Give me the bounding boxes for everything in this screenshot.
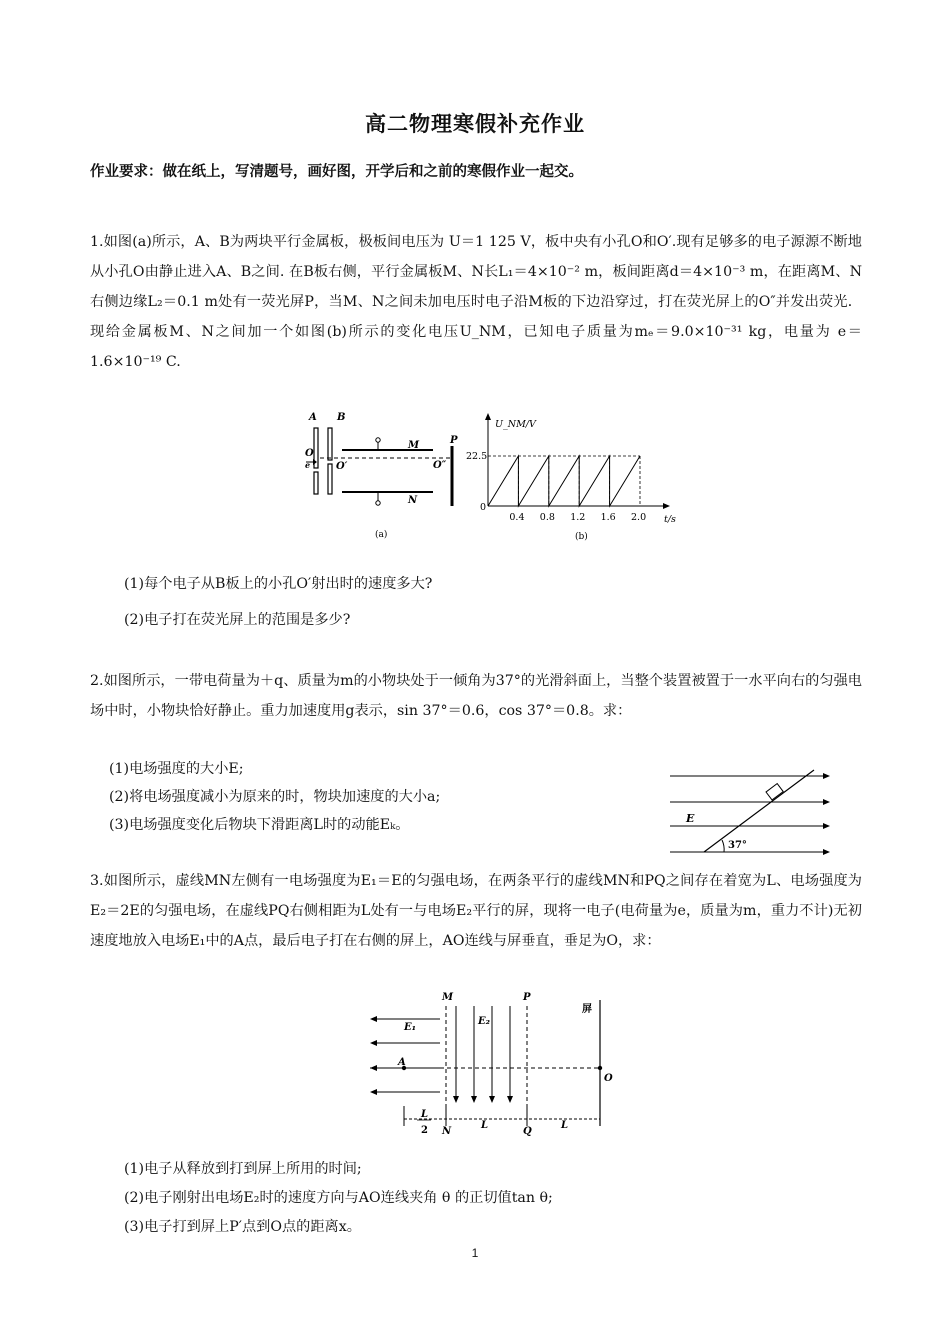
- svg-text:N: N: [408, 495, 418, 506]
- q2-sub3: (3)电场强度变化后物块下滑距离L时的动能Eₖ。: [109, 817, 410, 833]
- figure-2-incline: [668, 762, 838, 862]
- x-tick-label: 1.6: [600, 512, 616, 523]
- svg-text:O: O: [305, 448, 314, 459]
- q2-sub1: (1)电场强度的大小E;: [109, 761, 244, 777]
- svg-text:B: B: [337, 412, 346, 423]
- svg-text:E₁: E₁: [404, 1022, 417, 1033]
- point-o: [598, 1066, 602, 1070]
- q1-sub1: (1)每个电子从B板上的小孔O′射出时的速度多大?: [124, 576, 433, 592]
- svg-text:L: L: [561, 1120, 569, 1131]
- incline: [704, 770, 814, 852]
- plate-b-lower: [328, 464, 332, 494]
- page-number: 1: [471, 1246, 479, 1260]
- question-2-text: 2.如图所示，一带电荷量为＋q、质量为m的小物块处于一倾角为37°的光滑斜面上，当整个装置被置于一水平向右的匀强电场中时，小物块恰好静止。重力加速度用g表示，sin 37°＝0.6，cos 37°＝0.8。求：: [90, 673, 862, 719]
- svg-text:P: P: [450, 435, 458, 446]
- svg-text:屏: 屏: [582, 1004, 592, 1015]
- x-tick-label: 1.2: [570, 512, 586, 523]
- svg-text:L: L: [481, 1120, 489, 1131]
- svg-text:N: N: [442, 1126, 452, 1137]
- block: [766, 784, 783, 800]
- q3-sub2: (2)电子刚射出电场E₂时的速度方向与AO连线夹角 θ 的正切值tan θ;: [124, 1190, 553, 1206]
- svg-text:A: A: [398, 1057, 406, 1068]
- plate-b: [328, 428, 332, 460]
- q1-sub2: (2)电子打在荧光屏上的范围是多少?: [124, 612, 351, 628]
- svg-text:P: P: [523, 992, 531, 1003]
- svg-text:37°: 37°: [728, 840, 747, 851]
- figure-1a: [300, 406, 470, 546]
- homework-requirement: 作业要求：做在纸上，写清题号，画好图，开学后和之前的寒假作业一起交。: [90, 164, 583, 180]
- y-tick-label: 22.5: [466, 451, 488, 462]
- figure-1b-chart: [466, 410, 690, 546]
- svg-text:M: M: [408, 440, 420, 451]
- q2-sub2: (2)将电场强度减小为原来的时，物块加速度的大小a;: [109, 789, 441, 805]
- question-1-text: 1.如图(a)所示，A、B为两块平行金属板，极板间电压为 U＝1 125 V，板中央有小孔O和O′.现有足够多的电子源源不断地从小孔O由静止进入A、B之间. 在B板右侧，平行金属板M、N长L₁＝4×10⁻² m，板间距离d＝4×10⁻³ m，在距离M、N右侧边缘L₂＝0.1 m处有一荧光屏P，当M、N之间未加电压时电子沿M板的下边沿穿过，打在荧光屏上的O″并发出荧光．现给金属板M、N之间加一个如图(b)所示的变化电压U_NM，已知电子质量为mₑ＝9.0×10⁻³¹ kg，电量为 e＝1.6×10⁻¹⁹ C.: [90, 234, 862, 370]
- origin-label: 0: [480, 502, 487, 513]
- y-axis-label: U_NM/V: [495, 419, 536, 430]
- svg-text:O″: O″: [433, 460, 447, 471]
- svg-text:O′: O′: [336, 461, 348, 472]
- svg-text:E: E: [686, 812, 695, 825]
- svg-text:O: O: [604, 1073, 613, 1084]
- svg-text:M: M: [442, 992, 454, 1003]
- page-title: 高二物理寒假补充作业: [365, 112, 585, 136]
- x-tick-label: 0.8: [539, 512, 555, 523]
- svg-text:2: 2: [421, 1125, 428, 1136]
- svg-text:A: A: [309, 412, 317, 423]
- sawtooth-series: [488, 456, 640, 506]
- chart-caption: (b): [575, 532, 588, 542]
- svg-text:(a): (a): [375, 530, 388, 540]
- svg-text:Q: Q: [523, 1126, 532, 1137]
- svg-text:e: e: [305, 460, 311, 470]
- q3-sub1: (1)电子从释放到打到屏上所用的时间;: [124, 1161, 362, 1177]
- q3-sub3: (3)电子打到屏上P′点到O点的距离x。: [124, 1219, 361, 1235]
- plate-a-lower: [314, 472, 318, 494]
- x-axis-label: t/s: [664, 514, 676, 525]
- x-tick-label: 2.0: [631, 512, 647, 523]
- svg-text:L: L: [421, 1109, 429, 1120]
- x-tick-label: 0.4: [509, 512, 525, 523]
- figure-3-fields: [360, 986, 630, 1136]
- question-3-text: 3.如图所示，虚线MN左侧有一电场强度为E₁＝E的匀强电场，在两条平行的虚线MN和PQ之间存在着宽为L、电场强度为E₂＝2E的匀强电场，在虚线PQ右侧相距为L处有一与电场E₂平行的屏，现将一电子(电荷量为e，质量为m，重力不计)无初速度地放入电场E₁中的A点，最后电子打在右侧的屏上，AO连线与屏垂直，垂足为O，求：: [90, 873, 862, 949]
- svg-text:E₂: E₂: [478, 1016, 491, 1027]
